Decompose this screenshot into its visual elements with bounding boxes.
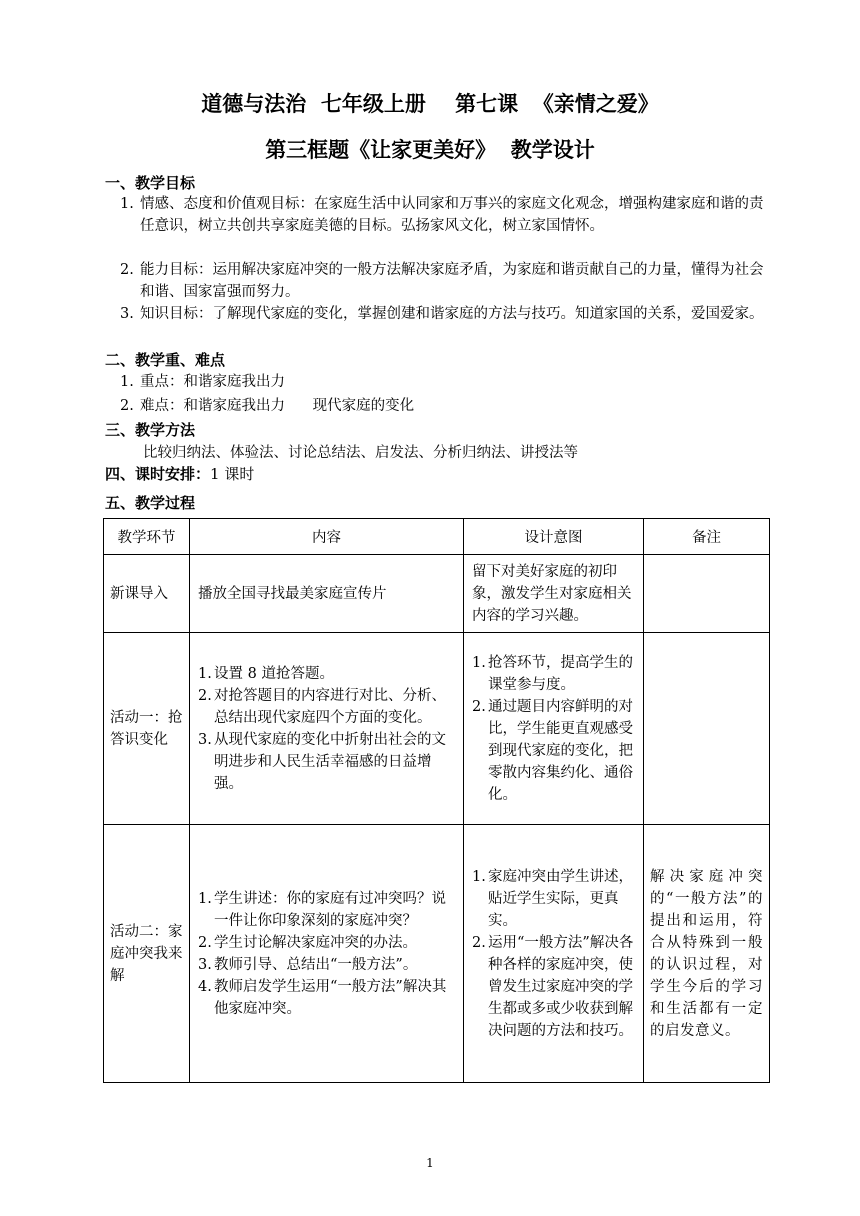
item-number: 2. xyxy=(120,398,134,414)
list-item xyxy=(472,932,635,1042)
list-item-text: 家庭冲突由学生讲述，贴近学生实际，更真实。 xyxy=(488,868,633,929)
intent-cell xyxy=(464,825,644,1083)
section-heading-methods: 三、教学方法 xyxy=(105,421,196,439)
list-item-text: 从现代家庭的变化中折射出社会的文明进步和人民生活幸福感的日益增强。 xyxy=(214,731,446,792)
item-number: 1. xyxy=(120,196,134,212)
list-item-number: 2. xyxy=(472,698,486,715)
list-item-text: 教师启发学生运用“一般方法”解决其他家庭冲突。 xyxy=(214,978,447,1017)
list-item xyxy=(198,888,455,932)
intent-cell xyxy=(464,633,644,825)
document-title: 道德与法治 七年级上册 第七课 《亲情之爱》 xyxy=(201,92,659,116)
list-item xyxy=(198,932,455,954)
list-item-number: 1. xyxy=(472,654,486,671)
list-item-number: 1. xyxy=(198,890,212,907)
table-row xyxy=(104,555,770,633)
list-item xyxy=(472,696,635,806)
stage-cell: 活动一：抢答识变化 xyxy=(104,633,190,825)
key-point-item xyxy=(120,371,770,393)
notes-cell xyxy=(644,555,770,633)
item-text: 重点：和谐家庭我出力 xyxy=(140,374,285,390)
objective-item xyxy=(120,193,770,259)
item-number: 2. xyxy=(120,262,134,278)
intent-cell: 留下对美好家庭的初印象，激发学生对家庭相关内容的学习兴趣。 xyxy=(464,555,644,633)
document-subtitle: 第三框题《让家更美好》 教学设计 xyxy=(265,138,595,162)
stage-cell: 新课导入 xyxy=(104,555,190,633)
key-point-item xyxy=(120,395,770,417)
table-header-row xyxy=(104,519,770,555)
table-row xyxy=(104,825,770,1083)
item-text: 能力目标：运用解决家庭冲突的一般方法解决家庭矛盾，为家庭和谐贡献自己的力量，懂得为社会和谐、国家富强而努力。 xyxy=(140,262,764,300)
list-item-number: 2. xyxy=(198,687,212,704)
list-item-number: 3. xyxy=(198,956,212,973)
list-item-number: 3. xyxy=(198,731,212,748)
list-item-number: 2. xyxy=(198,934,212,951)
list-item xyxy=(472,866,635,932)
content-cell xyxy=(190,825,464,1083)
list-item-text: 设置 8 道抢答题。 xyxy=(214,665,334,682)
objective-item xyxy=(120,259,770,303)
section-heading-objectives: 一、教学目标 xyxy=(105,174,196,192)
list-item-number: 2. xyxy=(472,934,486,951)
item-text: 知识目标：了解现代家庭的变化，掌握创建和谐家庭的方法与技巧。知道家国的关系，爱国爱家。 xyxy=(140,306,764,322)
column-header-notes: 备注 xyxy=(644,519,770,555)
item-text: 情感、态度和价值观目标：在家庭生活中认同家和万事兴的家庭文化观念，增强构建家庭和谐的责任意识，树立共创共享家庭美德的目标。弘扬家风文化，树立家国情怀。 xyxy=(140,196,764,234)
item-number: 3. xyxy=(120,306,134,322)
list-item xyxy=(198,976,455,1020)
list-item xyxy=(198,729,455,795)
list-item-text: 通过题目内容鲜明的对比，学生能更直观感受到现代家庭的变化，把零散内容集约化、通俗化。 xyxy=(488,698,633,803)
notes-cell: 解决家庭冲突的“一般方法”的提出和运用，符合从特殊到一般的认识过程，对学生今后的学习和生活都有一定的启发意义。 xyxy=(644,825,770,1083)
schedule-label: 四、课时安排： xyxy=(105,465,211,483)
column-header-content: 内容 xyxy=(190,519,464,555)
list-item xyxy=(198,954,455,976)
section-heading-key-points: 二、教学重、难点 xyxy=(105,351,226,369)
list-item-text: 抢答环节，提高学生的课堂参与度。 xyxy=(488,654,633,693)
list-item-number: 1. xyxy=(472,868,486,885)
list-item-text: 学生讲述：你的家庭有过冲突吗？说一件让你印象深刻的家庭冲突？ xyxy=(214,890,446,929)
stage-cell: 活动二：家庭冲突我来解 xyxy=(104,825,190,1083)
schedule-value: 1 课时 xyxy=(210,465,255,483)
list-item-text: 学生讨论解决家庭冲突的办法。 xyxy=(214,934,417,951)
content-cell xyxy=(190,633,464,825)
list-item xyxy=(472,652,635,696)
methods-text: 比较归纳法、体验法、讨论总结法、启发法、分析归纳法、讲授法等 xyxy=(143,445,578,461)
table-row xyxy=(104,633,770,825)
teaching-process-table xyxy=(103,518,770,1083)
content-cell: 播放全国寻找最美家庭宣传片 xyxy=(190,555,464,633)
list-item-text: 对抢答题目的内容进行对比、分析、总结出现代家庭四个方面的变化。 xyxy=(214,687,446,726)
notes-cell xyxy=(644,633,770,825)
list-item xyxy=(198,685,455,729)
list-item-number: 4. xyxy=(198,978,212,995)
list-item-text: 运用“一般方法”解决各种各样的家庭冲突，使曾发生过家庭冲突的学生都或多或少收获到解决问题的方法和技巧。 xyxy=(488,934,634,1039)
list-item xyxy=(198,663,455,685)
column-header-stage: 教学环节 xyxy=(104,519,190,555)
list-item-text: 教师引导、总结出“一般方法”。 xyxy=(214,956,418,973)
page-number: 1 xyxy=(426,1156,434,1170)
section-heading-process: 五、教学过程 xyxy=(105,494,196,512)
objective-item xyxy=(120,303,770,347)
section-heading-schedule xyxy=(105,463,254,484)
column-header-intent: 设计意图 xyxy=(464,519,644,555)
item-number: 1. xyxy=(120,374,134,390)
item-text: 难点：和谐家庭我出力 现代家庭的变化 xyxy=(140,398,415,414)
list-item-number: 1. xyxy=(198,665,212,682)
